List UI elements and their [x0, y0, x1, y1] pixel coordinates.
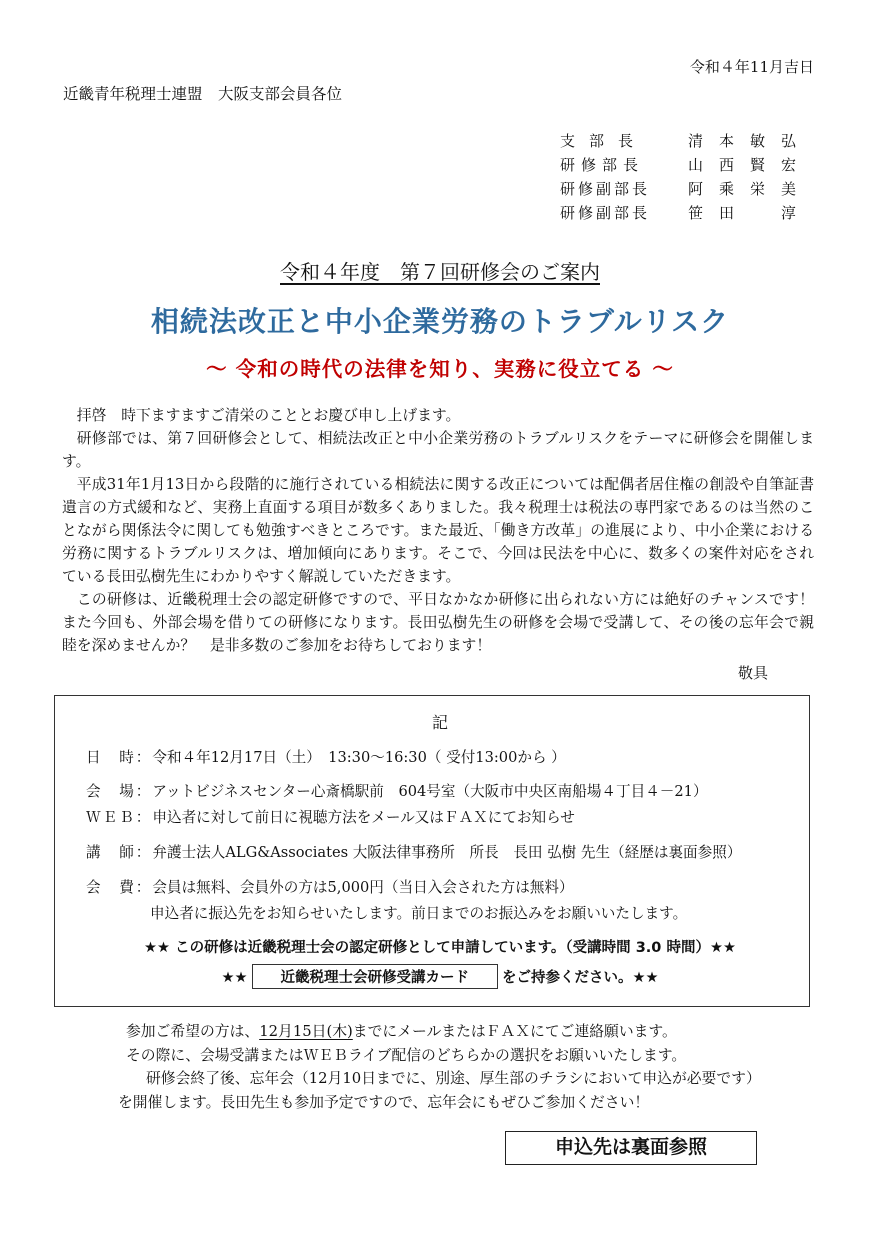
signer-row — [560, 130, 820, 154]
tagline: ～ 令和の時代の法律を知り、実務に役立てる ～ — [206, 357, 674, 381]
greeting-paragraph: 拝啓 時下ますますご清栄のこととお慶び申し上げます。 — [76, 407, 461, 424]
lecturer-row — [86, 841, 741, 862]
signer-row — [560, 154, 820, 178]
venue-value: アットビジネスセンター心斎橋駅前 604号室（大阪市中央区南船場４丁目４－21） — [152, 783, 708, 800]
signer-name: 笹田 淳 — [688, 204, 813, 222]
body-paragraph: 研修部では、第７回研修会として、相続法改正と中小企業労務のトラブルリスクをテーマに研修会を開催します。 — [62, 430, 814, 470]
apply-note-box: 申込先は裏面参照 — [505, 1131, 757, 1165]
signer-name: 山西賢宏 — [688, 156, 813, 174]
event-subtitle-text: 令和４年度 第７回研修会のご案内 — [280, 260, 600, 284]
signer-name: 清本敏弘 — [688, 132, 813, 150]
footer-line: を開催します。長田先生も参加予定ですので、忘年会にもぜひご参加ください！ — [118, 1093, 650, 1111]
footer-line: その際に、会場受講またはＷＥＢライブ配信のどちらかの選択をお願いいたします。 — [126, 1046, 687, 1064]
details-heading: 記 — [431, 713, 448, 732]
body-paragraph: 平成31年1月13日から段階的に施行されている相続法に関する改正については配偶者居住権の創設や自筆証書遺言の方式緩和など、実務上直面する項目が数多くありました。我々税理士は税法の専門家であるのは当然のことながら関係法令に関しても勉強すべきところです。また最近、「働き方改革」の進展により、中小企業における労務に関するトラブルリスクは、増加傾向にあります。そこで、今回は民法を中心に、数多くの案件対応をされている長田弘樹先生にわかりやすく解説していただきます。 — [62, 476, 814, 585]
web-label: ＷＥＢ： — [86, 809, 153, 826]
footer-text — [118, 1020, 838, 1114]
event-subtitle — [0, 256, 880, 285]
venue-row — [86, 780, 708, 801]
document-date: 令和４年11月吉日 — [689, 58, 814, 76]
card-notice-suffix: をご持参ください。★★ — [502, 970, 659, 986]
signer-role: 研修部長 — [560, 156, 645, 174]
signer-role: 研修副部長 — [560, 204, 651, 222]
card-notice-prefix: ★★ — [221, 970, 248, 986]
signer-role: 研修副部長 — [560, 180, 651, 198]
body-text — [62, 404, 829, 657]
datetime-label: 日 時： — [86, 749, 153, 766]
signer-name: 阿乘栄美 — [688, 180, 813, 198]
venue-label: 会 場： — [86, 783, 153, 800]
fee-label: 会 費： — [86, 879, 153, 896]
certified-notice: ★★ この研修は近畿税理士会の認定研修として申請しています。（受講時間 3.0 時間）★★ — [144, 940, 736, 956]
signer-row — [560, 178, 820, 202]
datetime-value: 令和４年12月17日（土） 13:30～16:30（ 受付13:00から ） — [152, 749, 566, 766]
fee-value: 会員は無料、会員外の方は5,000円（当日入会された方は無料） — [152, 879, 574, 896]
web-row — [86, 806, 575, 827]
datetime-row — [86, 746, 566, 767]
card-notice — [0, 964, 880, 989]
footer-line: 研修会終了後、忘年会（12月10日までに、別途、厚生部のチラシにおいて申込が必要です） — [146, 1070, 761, 1087]
footer-line — [118, 1020, 838, 1044]
recipient-line: 近畿青年税理士連盟 大阪支部会員各位 — [63, 85, 343, 103]
card-name-box: 近畿税理士会研修受講カード — [252, 964, 499, 989]
footer-line1-suffix: までにメールまたはＦＡＸにてご連絡願います。 — [352, 1023, 677, 1040]
fee-row — [86, 876, 574, 897]
main-title: 相続法改正と中小企業労務のトラブルリスク — [150, 305, 730, 338]
lecturer-label: 講 師： — [86, 844, 153, 861]
signer-list — [560, 130, 820, 226]
lecturer-value: 弁護士法人ALG&Associates 大阪法律事務所 所長 長田 弘樹 先生（経歴は裏面参照） — [152, 844, 742, 861]
closing-word: 敬具 — [737, 664, 768, 682]
footer-line1-prefix: 参加ご希望の方は、 — [126, 1023, 260, 1040]
signer-row — [560, 202, 820, 226]
web-value: 申込者に対して前日に視聴方法をメール又はＦＡＸにてお知らせ — [152, 809, 575, 826]
fee-note: 申込者に振込先をお知らせいたします。前日までのお振込みをお願いいたします。 — [150, 905, 688, 922]
signer-role: 支部長 — [560, 132, 648, 150]
deadline-date: 12月15日(木) — [259, 1023, 353, 1040]
body-paragraph: この研修は、近畿税理士会の認定研修ですので、平日なかなか研修に出られない方には絶好のチャンスです！ また今回も、外部会場を借りての研修になります。長田弘樹先生の研修を会場で受講して、その後の忘年会で親睦を深めませんか？ 是非多数のご参加をお待ちしております！ — [62, 591, 829, 654]
